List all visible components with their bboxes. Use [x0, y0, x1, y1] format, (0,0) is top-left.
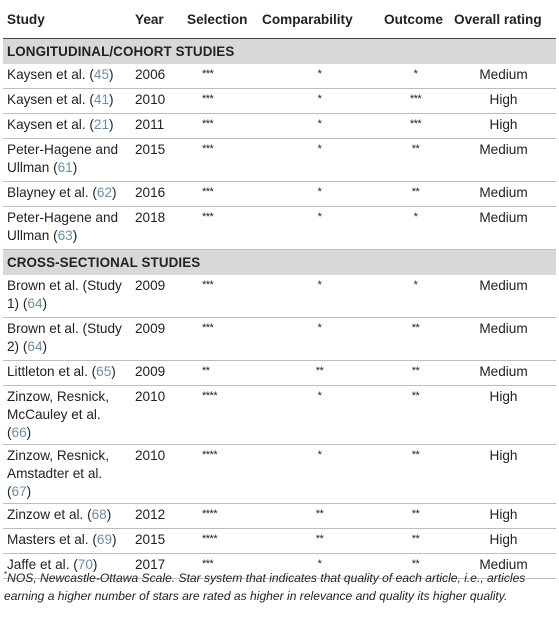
study-name: Kaysen et al. ( — [7, 117, 94, 132]
table-row — [3, 207, 556, 250]
comparability-stars: * — [258, 139, 380, 182]
header-overall-rating: Overall rating — [450, 0, 556, 39]
year-cell: 2006 — [131, 64, 183, 89]
footnote-text: NOS, Newcastle-Ottawa Scale. Star system that indicates that quality of each article, i.e., articles earning a higher number of stars are rated as higher in relevance and quality its higher quality. — [4, 571, 526, 603]
section-header — [3, 250, 556, 276]
outcome-stars: ** — [380, 529, 450, 554]
study-cell — [3, 386, 131, 445]
selection-stars: *** — [183, 207, 258, 250]
table-row — [3, 275, 556, 318]
comparability-stars: * — [258, 318, 380, 361]
study-cell — [3, 182, 131, 207]
comparability-stars: * — [258, 64, 380, 89]
year-cell: 2009 — [131, 318, 183, 361]
selection-stars: ** — [183, 361, 258, 386]
year-cell: 2009 — [131, 275, 183, 318]
outcome-stars: ** — [380, 318, 450, 361]
year-cell: 2015 — [131, 139, 183, 182]
footnote-marker: * — [4, 570, 8, 579]
comparability-stars: ** — [258, 529, 380, 554]
study-close: ) — [42, 296, 48, 311]
study-close: ) — [111, 364, 116, 379]
header-year: Year — [131, 0, 183, 39]
table-row — [3, 504, 556, 529]
overall-rating: High — [450, 445, 556, 504]
overall-rating: Medium — [450, 318, 556, 361]
reference-link[interactable]: 67 — [11, 484, 27, 499]
outcome-stars: * — [380, 64, 450, 89]
selection-stars: *** — [183, 139, 258, 182]
quality-rating-table — [3, 0, 556, 579]
comparability-stars: * — [258, 207, 380, 250]
year-cell: 2016 — [131, 182, 183, 207]
selection-stars: *** — [183, 114, 258, 139]
table-row — [3, 529, 556, 554]
outcome-stars: ** — [380, 554, 450, 579]
selection-stars: *** — [183, 318, 258, 361]
outcome-stars: ** — [380, 139, 450, 182]
reference-link[interactable]: 69 — [96, 532, 113, 547]
selection-stars: *** — [183, 89, 258, 114]
study-cell — [3, 64, 131, 89]
study-name: Littleton et al. ( — [7, 364, 97, 379]
year-cell: 2015 — [131, 529, 183, 554]
header-study: Study — [3, 0, 131, 39]
overall-rating: Medium — [450, 275, 556, 318]
year-cell: 2018 — [131, 207, 183, 250]
study-cell — [3, 139, 131, 182]
study-name: Brown et al. (Study 1) ( — [7, 278, 122, 311]
overall-rating: Medium — [450, 139, 556, 182]
reference-link[interactable]: 66 — [11, 425, 27, 440]
selection-stars: *** — [183, 275, 258, 318]
overall-rating: Medium — [450, 182, 556, 207]
study-close: ) — [112, 532, 117, 547]
study-cell — [3, 318, 131, 361]
overall-rating: Medium — [450, 554, 556, 579]
header-row — [3, 0, 556, 39]
study-close: ) — [72, 228, 78, 243]
outcome-stars: ** — [380, 504, 450, 529]
selection-stars: **** — [183, 386, 258, 445]
reference-link[interactable]: 21 — [93, 117, 110, 132]
outcome-stars: ** — [380, 361, 450, 386]
study-close: ) — [92, 557, 98, 572]
header-selection: Selection — [183, 0, 258, 39]
study-close: ) — [26, 484, 32, 499]
table-row — [3, 361, 556, 386]
study-name: Kaysen et al. ( — [7, 92, 94, 107]
reference-link[interactable]: 45 — [93, 67, 110, 82]
reference-link[interactable]: 64 — [27, 296, 43, 311]
study-name: Kaysen et al. ( — [7, 67, 94, 82]
overall-rating: High — [450, 89, 556, 114]
outcome-stars: * — [380, 275, 450, 318]
table-row — [3, 89, 556, 114]
table-row — [3, 318, 556, 361]
study-name: Zinzow et al. ( — [7, 507, 92, 522]
overall-rating: High — [450, 529, 556, 554]
outcome-stars: *** — [380, 89, 450, 114]
section-title: LONGITUDINAL/COHORT STUDIES — [3, 39, 556, 65]
comparability-stars: * — [258, 182, 380, 207]
reference-link[interactable]: 70 — [77, 557, 93, 572]
overall-rating: High — [450, 504, 556, 529]
selection-stars: *** — [183, 554, 258, 579]
year-cell: 2010 — [131, 445, 183, 504]
study-close: ) — [26, 425, 32, 440]
reference-link[interactable]: 41 — [93, 92, 110, 107]
outcome-stars: ** — [380, 182, 450, 207]
study-cell — [3, 89, 131, 114]
study-cell — [3, 529, 131, 554]
overall-rating: High — [450, 386, 556, 445]
overall-rating: Medium — [450, 361, 556, 386]
study-cell — [3, 504, 131, 529]
comparability-stars: * — [258, 275, 380, 318]
study-name: Jaffe et al. ( — [7, 557, 78, 572]
selection-stars: **** — [183, 504, 258, 529]
study-name: Zinzow, Resnick, Amstadter et al. ( — [7, 448, 109, 499]
study-close: ) — [109, 67, 114, 82]
overall-rating: Medium — [450, 64, 556, 89]
outcome-stars: * — [380, 207, 450, 250]
comparability-stars: * — [258, 89, 380, 114]
study-close: ) — [72, 160, 78, 175]
selection-stars: **** — [183, 529, 258, 554]
study-close: ) — [109, 117, 114, 132]
study-cell — [3, 114, 131, 139]
outcome-stars: ** — [380, 445, 450, 504]
reference-link[interactable]: 68 — [91, 507, 107, 522]
table-row — [3, 182, 556, 207]
year-cell: 2017 — [131, 554, 183, 579]
table-row — [3, 445, 556, 504]
year-cell: 2009 — [131, 361, 183, 386]
study-cell — [3, 361, 131, 386]
study-cell — [3, 207, 131, 250]
comparability-stars: ** — [258, 361, 380, 386]
year-cell: 2010 — [131, 386, 183, 445]
comparability-stars: * — [258, 114, 380, 139]
selection-stars: *** — [183, 182, 258, 207]
table-row — [3, 139, 556, 182]
reference-link[interactable]: 65 — [96, 364, 112, 379]
comparability-stars: * — [258, 554, 380, 579]
study-name: Blayney et al. ( — [7, 185, 97, 200]
outcome-stars: ** — [380, 386, 450, 445]
comparability-stars: ** — [258, 504, 380, 529]
table-row — [3, 114, 556, 139]
study-close: ) — [42, 339, 48, 354]
header-comparability: Comparability — [258, 0, 380, 39]
study-close: ) — [106, 507, 112, 522]
study-name: Brown et al. (Study 2) ( — [7, 321, 122, 354]
table-body — [3, 39, 556, 579]
outcome-stars: *** — [380, 114, 450, 139]
section-header — [3, 39, 556, 65]
comparability-stars: * — [258, 386, 380, 445]
table-row — [3, 386, 556, 445]
study-close: ) — [109, 92, 114, 107]
reference-link[interactable]: 63 — [57, 228, 73, 243]
study-cell — [3, 275, 131, 318]
reference-link[interactable]: 62 — [96, 185, 113, 200]
study-cell — [3, 445, 131, 504]
section-title: CROSS-SECTIONAL STUDIES — [3, 250, 556, 276]
year-cell: 2012 — [131, 504, 183, 529]
overall-rating: High — [450, 114, 556, 139]
study-name: Peter-Hagene and Ullman ( — [7, 210, 119, 243]
study-name: Peter-Hagene and Ullman ( — [7, 142, 119, 175]
study-name: Zinzow, Resnick, McCauley et al. ( — [7, 389, 109, 440]
comparability-stars: * — [258, 445, 380, 504]
year-cell: 2010 — [131, 89, 183, 114]
selection-stars: **** — [183, 445, 258, 504]
year-cell: 2011 — [131, 114, 183, 139]
overall-rating: Medium — [450, 207, 556, 250]
reference-link[interactable]: 64 — [27, 339, 43, 354]
study-close: ) — [112, 185, 117, 200]
selection-stars: *** — [183, 64, 258, 89]
reference-link[interactable]: 61 — [57, 160, 73, 175]
study-name: Masters et al. ( — [7, 532, 97, 547]
table-footnote — [4, 566, 552, 605]
header-outcome: Outcome — [380, 0, 450, 39]
table-row — [3, 64, 556, 89]
